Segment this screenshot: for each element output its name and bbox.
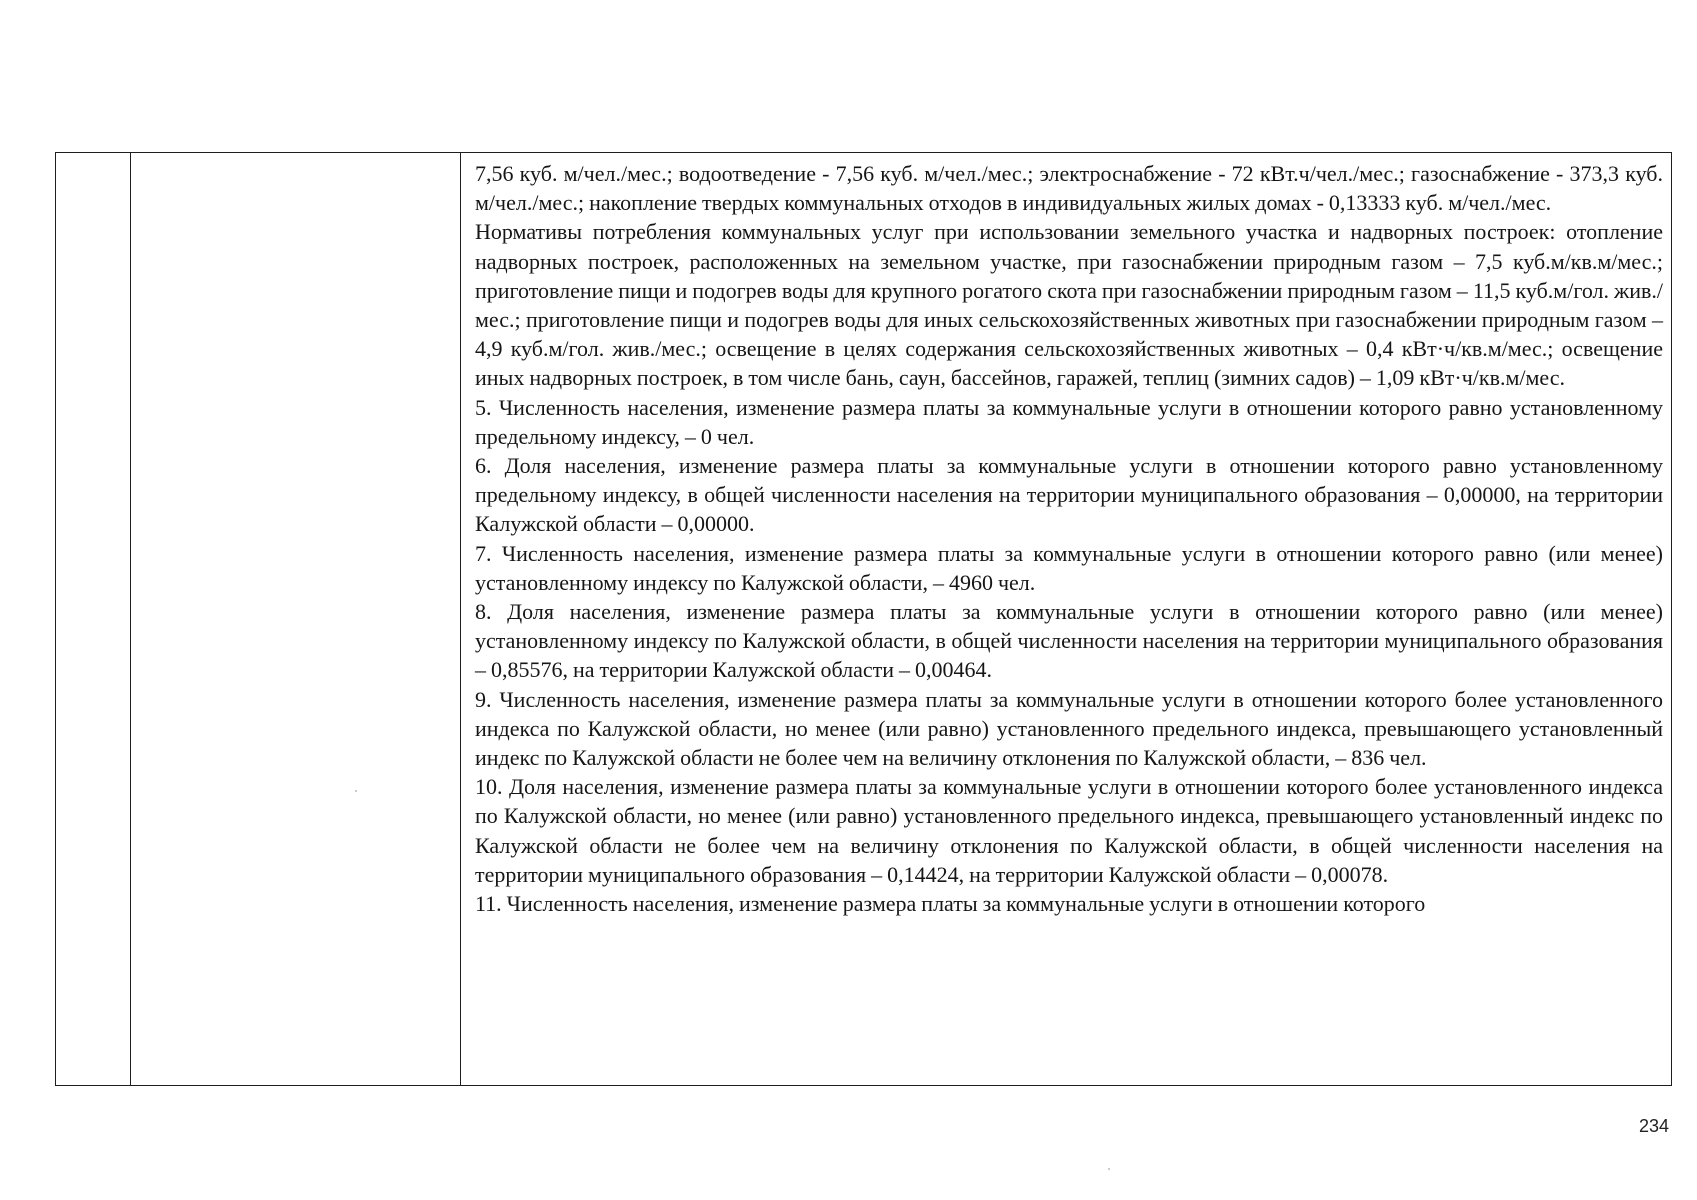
- paragraph-item-5: 5. Численность населения, изменение размера платы за коммунальные услуги в отношении которого равно установленному предельному индексу, – 0 чел.: [475, 394, 1663, 449]
- paragraph-item-10: 10. Доля населения, изменение размера платы за коммунальные услуги в отношении которого более установленного индекса по Калужской области, но менее (или равно) установленного предельного индекса, превышающего установленный индекс по Калужской области не более чем на величину отклонения по Калужской области, в общей численности населения на территории муниципального образования – 0,14424, на территории Калужской области – 0,00078.: [475, 774, 1663, 887]
- scan-speck: [355, 790, 357, 792]
- empty-cell-number: [56, 153, 131, 1086]
- paragraph-norms-continued: 7,56 куб. м/чел./мес.; водоотведение - 7,56 куб. м/чел./мес.; электроснабжение - 72 кВт.ч/чел./мес.; газоснабжение - 373,3 куб. м/чел./мес.; накопление твердых коммунальных отходов в индивидуальных жилых домах - 0,13333 куб. м/чел./мес.: [475, 161, 1663, 216]
- paragraph-item-11: 11. Численность населения, изменение размера платы за коммунальные услуги в отношении которого: [475, 891, 1426, 917]
- document-table: [55, 152, 1672, 1086]
- scan-speck: [1108, 1168, 1110, 1170]
- paragraph-land-plot-norms: Нормативы потребления коммунальных услуг при использовании земельного участка и надворных построек: отопление надворных построек, расположенных на земельном участке, при газоснабжении природным газом – 7,5 куб.м/кв.м/мес.; приготовление пищи и подогрев воды для крупного рогатого скота при газоснабжении природным газом – 11,5 куб.м/гол. жив./мес.; приготовление пищи и подогрев воды для иных сельскохозяйственных животных при газоснабжении природным газом – 4,9 куб.м/гол. жив./мес.; освещение в целях содержания сельскохозяйственных животных – 0,4 кВт·ч/кв.м/мес.; освещение иных надворных построек, в том числе бань, саун, бассейнов, гаражей, теплиц (зимних садов) – 1,09 кВт·ч/кв.м/мес.: [475, 219, 1663, 391]
- table-row: [56, 153, 1672, 1086]
- paragraph-item-9: 9. Численность населения, изменение размера платы за коммунальные услуги в отношении которого более установленного индекса по Калужской области, но менее (или равно) установленного предельного индекса, превышающего установленный индекс по Калужской области не более чем на величину отклонения по Калужской области, – 836 чел.: [475, 686, 1663, 771]
- paragraph-item-6: 6. Доля населения, изменение размера платы за коммунальные услуги в отношении которого равно установленному предельному индексу, в общей численности населения на территории муниципального образования – 0,00000, на территории Калужской области – 0,00000.: [475, 453, 1663, 537]
- empty-cell-name: [131, 153, 461, 1086]
- text-cell: [461, 153, 1672, 1086]
- paragraph-item-7: 7. Численность населения, изменение размера платы за коммунальные услуги в отношении которого равно (или менее) установленному индексу по Калужской области, – 4960 чел.: [475, 540, 1663, 595]
- paragraph-item-8: 8. Доля населения, изменение размера платы за коммунальные услуги в отношении которого равно (или менее) установленному индексу по Калужской области, в общей численности населения на территории муниципального образования – 0,85576, на территории Калужской области – 0,00464.: [475, 599, 1663, 683]
- page-number: 234: [1638, 1116, 1669, 1136]
